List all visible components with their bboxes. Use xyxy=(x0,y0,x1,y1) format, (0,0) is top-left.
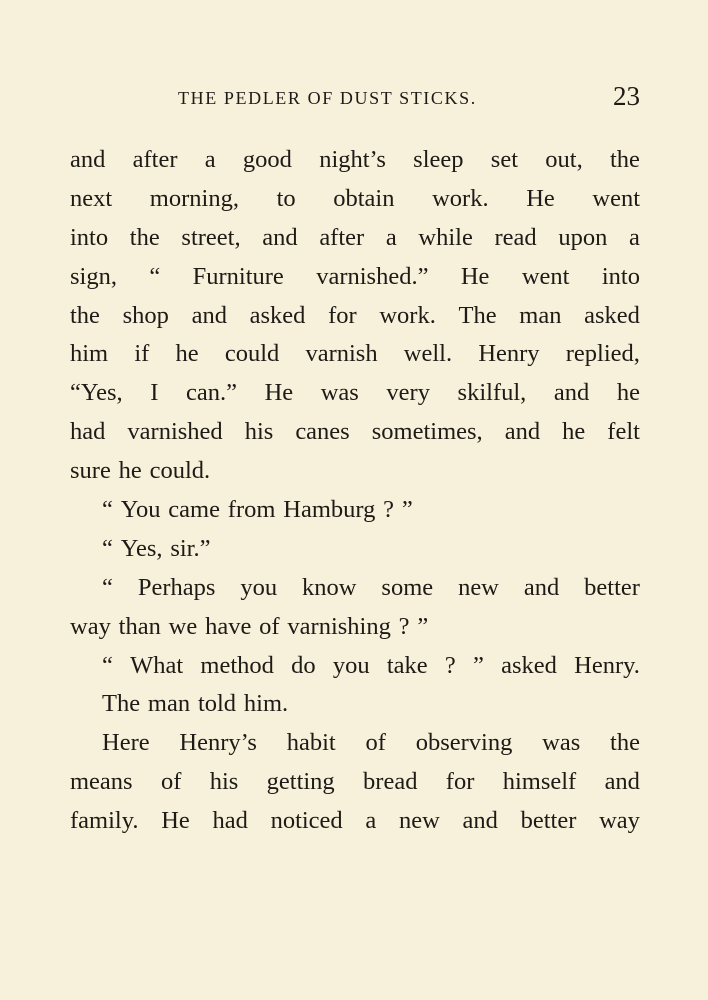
word: good xyxy=(242,146,292,173)
word: sleep xyxy=(413,146,464,173)
word: he xyxy=(175,340,199,368)
word: his xyxy=(244,418,274,446)
running-title: THE PEDLER OF DUST STICKS. xyxy=(178,88,477,108)
text-line xyxy=(70,763,640,802)
word: He xyxy=(264,379,294,407)
word: “ xyxy=(102,651,113,679)
word: into xyxy=(70,223,109,251)
word: canes xyxy=(295,418,350,446)
word: asked xyxy=(249,301,306,329)
word: told xyxy=(197,690,237,718)
text-line xyxy=(70,413,640,452)
word: while xyxy=(418,223,473,251)
word: “ xyxy=(102,534,113,562)
word: you xyxy=(240,573,278,601)
word: can.” xyxy=(185,379,237,407)
word: Perhaps xyxy=(137,573,216,601)
text-line xyxy=(70,258,640,297)
word: had xyxy=(70,418,106,446)
word: into xyxy=(601,262,640,290)
word: better xyxy=(520,807,577,835)
word: some xyxy=(381,573,434,601)
word: of xyxy=(259,612,280,640)
word: asked xyxy=(501,651,557,679)
word: ? xyxy=(444,651,456,679)
word: varnishing xyxy=(287,612,391,640)
word: read xyxy=(494,223,537,251)
word: could. xyxy=(149,457,211,485)
word: sign, xyxy=(70,262,117,290)
word: have xyxy=(205,612,252,640)
word: and xyxy=(70,146,106,173)
word: “ xyxy=(102,496,113,524)
word: and xyxy=(553,379,590,407)
word: man xyxy=(519,301,562,329)
word: of xyxy=(365,729,386,757)
text-line xyxy=(70,219,640,258)
word: Henry’s xyxy=(179,729,257,757)
word: morning, xyxy=(149,184,239,212)
word: and xyxy=(262,223,298,251)
word: and xyxy=(504,418,541,446)
word: very xyxy=(386,379,430,407)
text-line xyxy=(70,297,640,336)
word: for xyxy=(328,301,357,329)
word: him. xyxy=(243,690,289,718)
page-number: 23 xyxy=(613,81,640,111)
word: the xyxy=(609,146,640,173)
word: He xyxy=(526,184,555,212)
word: Hamburg xyxy=(283,496,376,524)
word: well. xyxy=(403,340,453,368)
word: for xyxy=(445,768,475,796)
word: new xyxy=(398,807,440,835)
word: varnished xyxy=(127,418,223,446)
text-line xyxy=(70,647,640,686)
word: “ xyxy=(149,262,161,290)
word: observing xyxy=(415,729,513,757)
word: sometimes, xyxy=(371,418,483,446)
word: way xyxy=(70,612,111,640)
word: ? xyxy=(383,496,395,524)
word: a xyxy=(385,223,397,251)
text-line xyxy=(70,374,640,413)
word: man xyxy=(147,690,191,718)
text-line xyxy=(70,724,640,763)
text-line xyxy=(70,530,640,569)
word: and xyxy=(523,573,560,601)
word: a xyxy=(629,223,640,251)
word: the xyxy=(129,223,160,251)
word: You xyxy=(120,496,161,524)
word: “Yes, xyxy=(70,379,123,407)
word: asked xyxy=(584,301,640,329)
word: his xyxy=(209,768,239,796)
text-line xyxy=(70,335,640,374)
text-line xyxy=(70,608,640,647)
word: The xyxy=(458,301,497,329)
word: night’s xyxy=(319,146,386,173)
word: out, xyxy=(545,146,583,173)
word: he xyxy=(562,418,586,446)
word: “ xyxy=(102,573,113,601)
text-line xyxy=(70,569,640,608)
word: felt xyxy=(607,418,640,446)
word: next xyxy=(70,184,113,212)
word: Yes, xyxy=(120,534,163,562)
word: sir.” xyxy=(170,534,211,562)
word: work. xyxy=(379,301,436,329)
word: than xyxy=(118,612,161,640)
word: The xyxy=(102,690,141,718)
word: bread xyxy=(363,768,418,796)
word: of xyxy=(160,768,182,796)
word: habit xyxy=(286,729,336,757)
word: take xyxy=(386,651,428,679)
word: went xyxy=(592,184,640,212)
word: ” xyxy=(417,612,429,640)
word: and xyxy=(462,807,498,835)
word: varnish xyxy=(305,340,378,368)
word: way xyxy=(599,807,640,835)
word: we xyxy=(168,612,198,640)
text-line xyxy=(70,452,640,491)
word: Henry. xyxy=(574,651,640,679)
word: family. xyxy=(70,807,139,835)
word: after xyxy=(132,146,178,173)
word: he xyxy=(616,379,640,407)
word: know xyxy=(302,573,357,601)
word: you xyxy=(332,651,370,679)
word: a xyxy=(204,146,216,173)
word: What xyxy=(130,651,184,679)
word: noticed xyxy=(270,807,343,835)
body-text xyxy=(70,141,640,841)
word: better xyxy=(584,573,640,601)
word: ? xyxy=(398,612,410,640)
word: skilful, xyxy=(457,379,527,407)
word: could xyxy=(224,340,280,368)
word: sure xyxy=(70,457,111,485)
word: was xyxy=(542,729,581,757)
word: street, xyxy=(181,223,241,251)
text-line xyxy=(70,180,640,219)
word: He xyxy=(460,262,490,290)
word: Here xyxy=(102,729,150,757)
text-line xyxy=(70,685,640,724)
word: getting xyxy=(266,768,335,796)
word: he xyxy=(118,457,142,485)
text-line xyxy=(70,802,640,841)
word: was xyxy=(320,379,359,407)
word: ” xyxy=(401,496,413,524)
word: himself xyxy=(502,768,577,796)
word: shop xyxy=(122,301,169,329)
text-line xyxy=(70,141,640,180)
word: varnished.” xyxy=(316,262,429,290)
word: had xyxy=(212,807,248,835)
word: do xyxy=(291,651,316,679)
word: Furniture xyxy=(192,262,284,290)
word: went xyxy=(521,262,570,290)
word: from xyxy=(227,496,276,524)
word: Henry xyxy=(478,340,540,368)
word: and xyxy=(191,301,227,329)
word: him xyxy=(70,340,109,368)
word: after xyxy=(319,223,365,251)
word: if xyxy=(134,340,150,368)
word: obtain xyxy=(333,184,395,212)
word: work. xyxy=(432,184,489,212)
word: replied, xyxy=(565,340,640,368)
word: a xyxy=(365,807,377,835)
word: He xyxy=(161,807,190,835)
word: set xyxy=(490,146,518,173)
word: and xyxy=(604,768,640,796)
text-line xyxy=(70,491,640,530)
word: the xyxy=(70,301,100,329)
word: method xyxy=(200,651,274,679)
word: the xyxy=(610,729,640,757)
word: upon xyxy=(558,223,608,251)
running-head xyxy=(70,81,640,114)
word: ” xyxy=(473,651,484,679)
word: came xyxy=(168,496,220,524)
word: means xyxy=(70,768,133,796)
word: new xyxy=(458,573,499,601)
word: I xyxy=(150,379,159,407)
word: to xyxy=(276,184,296,212)
